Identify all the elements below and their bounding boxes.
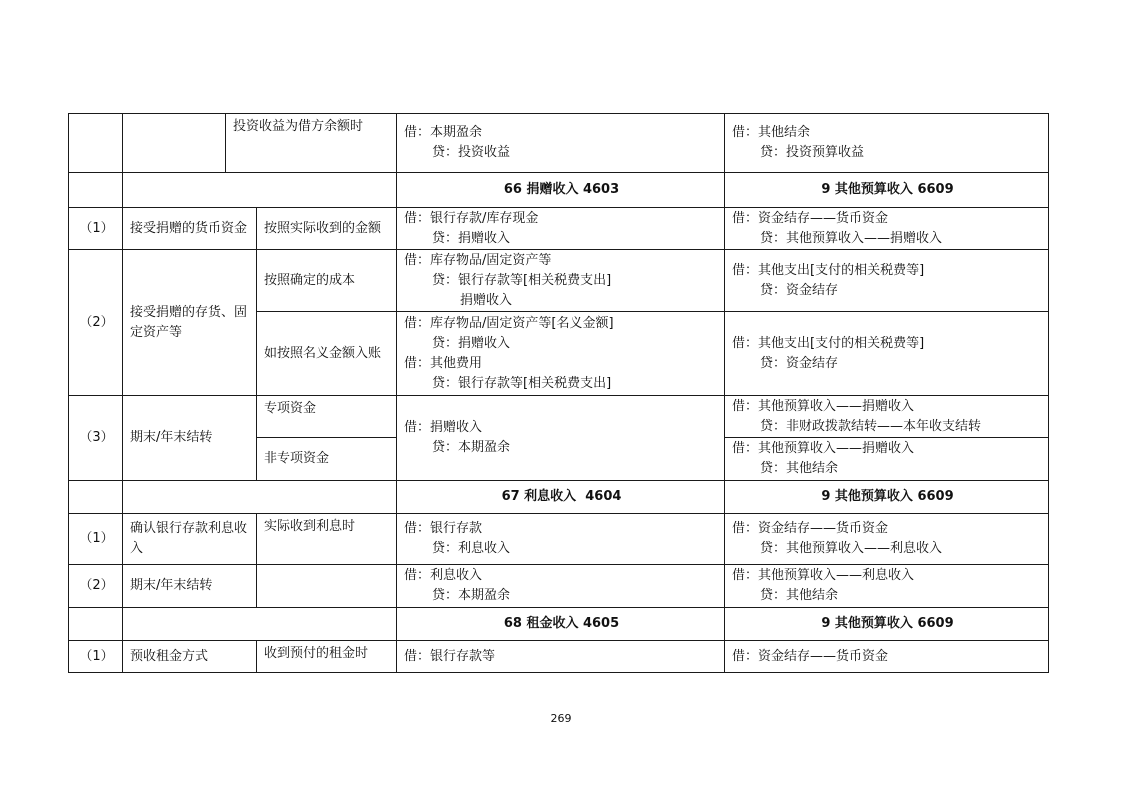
section-header-budget [725,481,1048,513]
credit-line: 贷：投资收益 [432,145,511,160]
row-number: （2） [79,314,114,330]
page-number: 269 [550,712,572,725]
debit-line: 借：其他支出[支付的相关税费等] [732,262,925,278]
financial-entry-cell [397,208,724,249]
section-header-budget [725,173,1048,207]
condition-text: 投资收益为借方余额时 [233,119,364,134]
debit-line: 借：资金结存——货币资金 [732,210,889,226]
debit-line: 借：库存物品/固定资产等 [404,252,552,268]
debit-line: 借：资金结存——货币资金 [732,648,889,664]
debit-line: 借：捐赠收入 [404,420,483,435]
credit-line: 贷：其他预算收入——捐赠收入 [760,230,943,246]
condition-cell: 收到预付的租金时 [264,646,369,661]
condition-cell: 专项资金 [264,401,317,416]
budget-entry-cell [725,641,1048,672]
condition-cell: 实际收到利息时 [264,519,356,534]
budget-entry-cell [725,514,1048,564]
financial-entry-cell [397,114,724,172]
debit-line: 借：银行存款 [404,521,483,536]
credit-line: 捐赠收入 [460,292,513,308]
credit-line: 贷：本期盈余 [432,588,511,603]
credit-line: 贷：利息收入 [432,541,511,556]
financial-entry-cell [397,514,724,564]
credit-line: 贷：捐赠收入 [432,335,511,351]
section-title: 68 租金收入 4605 [503,616,620,631]
condition-cell [226,114,396,172]
credit-line: 贷：非财政拨款结转——本年收支结转 [760,418,982,434]
debit-line: 借：其他结余 [732,125,811,140]
credit-line: 贷：其他结余 [760,588,839,603]
condition-cell: 按照确定的成本 [264,272,356,288]
financial-entry-cell [397,396,724,480]
section-header-financial [397,173,724,207]
section-title: 9 其他预算收入 6609 [821,489,954,504]
financial-entry-cell [397,565,724,607]
table-border-right [1048,113,1049,673]
section-header-budget [725,608,1048,640]
debit-line: 借：其他预算收入——利息收入 [732,568,915,583]
debit-line: 借：库存物品/固定资产等[名义金额] [404,315,614,331]
debit-line: 借：其他预算收入——捐赠收入 [732,398,915,414]
item-cell: 接受捐赠的存货、固定资产等 [130,304,248,340]
item-cell: 确认银行存款利息收入 [130,521,248,556]
item-cell: 期末/年末结转 [130,430,213,445]
debit-line: 借：银行存款等 [404,648,496,664]
table-border-bottom [68,672,1049,673]
row-number: （1） [79,531,114,546]
credit-line: 贷：投资预算收益 [760,145,865,160]
credit-line: 贷：银行存款等[相关税费支出] [432,375,612,391]
credit-line: 贷：银行存款等[相关税费支出] [432,272,612,288]
financial-entry-cell [397,641,724,672]
row-number: （2） [79,578,114,593]
condition-cell: 非专项资金 [264,451,330,466]
item-cell: 接受捐赠的货币资金 [130,220,248,236]
budget-entry-cell [725,312,1048,395]
section-header-financial [397,608,724,640]
section-title: 67 利息收入 4604 [501,489,622,504]
debit-line: 借：其他支出[支付的相关税费等] [732,335,925,351]
condition-cell: 如按照名义金额入账 [264,345,382,361]
section-title: 9 其他预算收入 6609 [821,182,954,197]
financial-entry-cell [397,250,724,311]
debit-line: 借：其他预算收入——捐赠收入 [732,441,915,456]
financial-entry-cell [397,312,724,395]
credit-line: 贷：资金结存 [760,282,839,298]
budget-entry-cell [725,396,1048,437]
credit-line: 贷：捐赠收入 [432,230,511,246]
debit-line: 借：银行存款/库存现金 [404,210,539,226]
item-cell: 预收租金方式 [130,648,209,664]
debit-line: 借：其他费用 [404,355,483,371]
row-number: （1） [79,648,114,664]
debit-line: 借：本期盈余 [404,125,483,140]
credit-line: 贷：其他结余 [760,461,839,476]
budget-entry-cell [725,208,1048,249]
credit-line: 贷：本期盈余 [432,440,511,455]
debit-line: 借：利息收入 [404,568,483,583]
debit-line: 借：资金结存——货币资金 [732,521,889,536]
budget-entry-cell [725,565,1048,607]
section-title: 9 其他预算收入 6609 [821,616,954,631]
section-header-financial [397,481,724,513]
row-number: （1） [79,220,114,236]
credit-line: 贷：其他预算收入——利息收入 [760,541,943,556]
budget-entry-cell [725,438,1048,480]
budget-entry-cell [725,250,1048,311]
budget-entry-cell [725,114,1048,172]
row-number: （3） [79,430,114,445]
credit-line: 贷：资金结存 [760,355,839,371]
condition-cell: 按照实际收到的金额 [264,220,382,236]
item-cell: 期末/年末结转 [130,578,213,593]
section-title: 66 捐赠收入 4603 [503,182,620,197]
